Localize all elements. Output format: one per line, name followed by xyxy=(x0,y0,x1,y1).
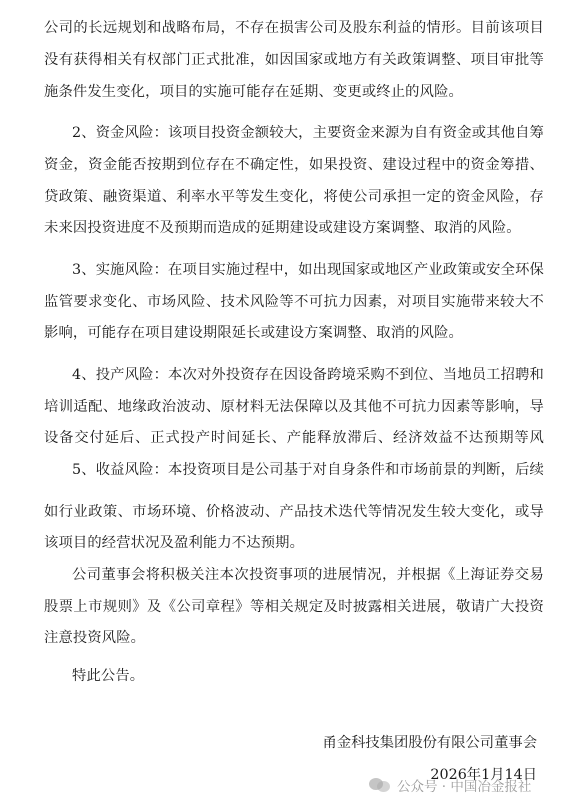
paragraph-line: 监管要求变化、市场风险、技术风险等不可抗力因素，对项目实施带来较大不 xyxy=(44,294,544,310)
paragraph-line: 公司的长远规划和战略布局，不存在损害公司及股东利益的情形。目前该项目 xyxy=(44,20,544,36)
signature-date: 2026年1月14日 xyxy=(430,767,537,783)
closing-statement: 特此公告。 xyxy=(72,668,145,684)
wechat-icon xyxy=(369,777,391,793)
paragraph-line: 设备交付延后、正式投产时间延长、产能释放滞后、经济效益不达预期等风 xyxy=(44,430,544,446)
paragraph-line: 4、投产风险：本次对外投资存在因设备跨境采购不到位、当地员工招聘和 xyxy=(72,367,544,383)
paragraph-line: 影响，可能存在项目建设期限延长或建设方案调整、取消的风险。 xyxy=(44,325,463,341)
paragraph-line: 注意投资风险。 xyxy=(44,630,146,646)
paragraph-line: 没有获得相关有权部门正式批准，如因国家或地方有关政策调整、项目审批等 xyxy=(44,52,544,68)
watermark xyxy=(369,773,531,797)
paragraph-line: 如行业政策、市场环境、价格波动、产品技术迭代等情况发生较大变化，或导 xyxy=(44,504,544,520)
paragraph-line: 贷政策、融资渠道、利率水平等发生变化，将使公司承担一定的资金风险，存 xyxy=(44,189,544,205)
paragraph-line: 培训适配、地缘政治波动、原材料无法保障以及其他不可抗力因素等影响，导 xyxy=(44,399,544,415)
paragraph-line: 公司董事会将积极关注本次投资事项的进展情况，并根据《上海证券交易 xyxy=(72,567,544,583)
paragraph-line: 未来因投资进度不及预期而造成的延期建设或建设方案调整、取消的风险。 xyxy=(44,220,521,236)
watermark-text: 公众号 · 中国冶金报社 xyxy=(397,779,532,795)
paragraph-line: 资金，资金能否按期到位存在不确定性，如果投资、建设过程中的资金筹措、 xyxy=(44,157,544,173)
paragraph-line: 2、资金风险：该项目投资金额较大，主要资金来源为自有资金或其他自筹 xyxy=(72,125,544,141)
signature-company: 甬金科技集团股份有限公司董事会 xyxy=(322,735,537,751)
paragraph-line: 3、实施风险：在项目实施过程中，如出现国家或地区产业政策或安全环保 xyxy=(72,262,544,278)
paragraph-line: 施条件发生变化，项目的实施可能存在延期、变更或终止的风险。 xyxy=(44,84,463,100)
paragraph-line: 5、收益风险：本投资项目是公司基于对自身条件和市场前景的判断，后续 xyxy=(72,462,544,478)
paragraph-line: 股票上市规则》及《公司章程》等相关规定及时披露相关进展，敬请广大投资 xyxy=(44,599,544,615)
paragraph-line: 该项目的经营状况及盈利能力不达预期。 xyxy=(44,535,305,551)
